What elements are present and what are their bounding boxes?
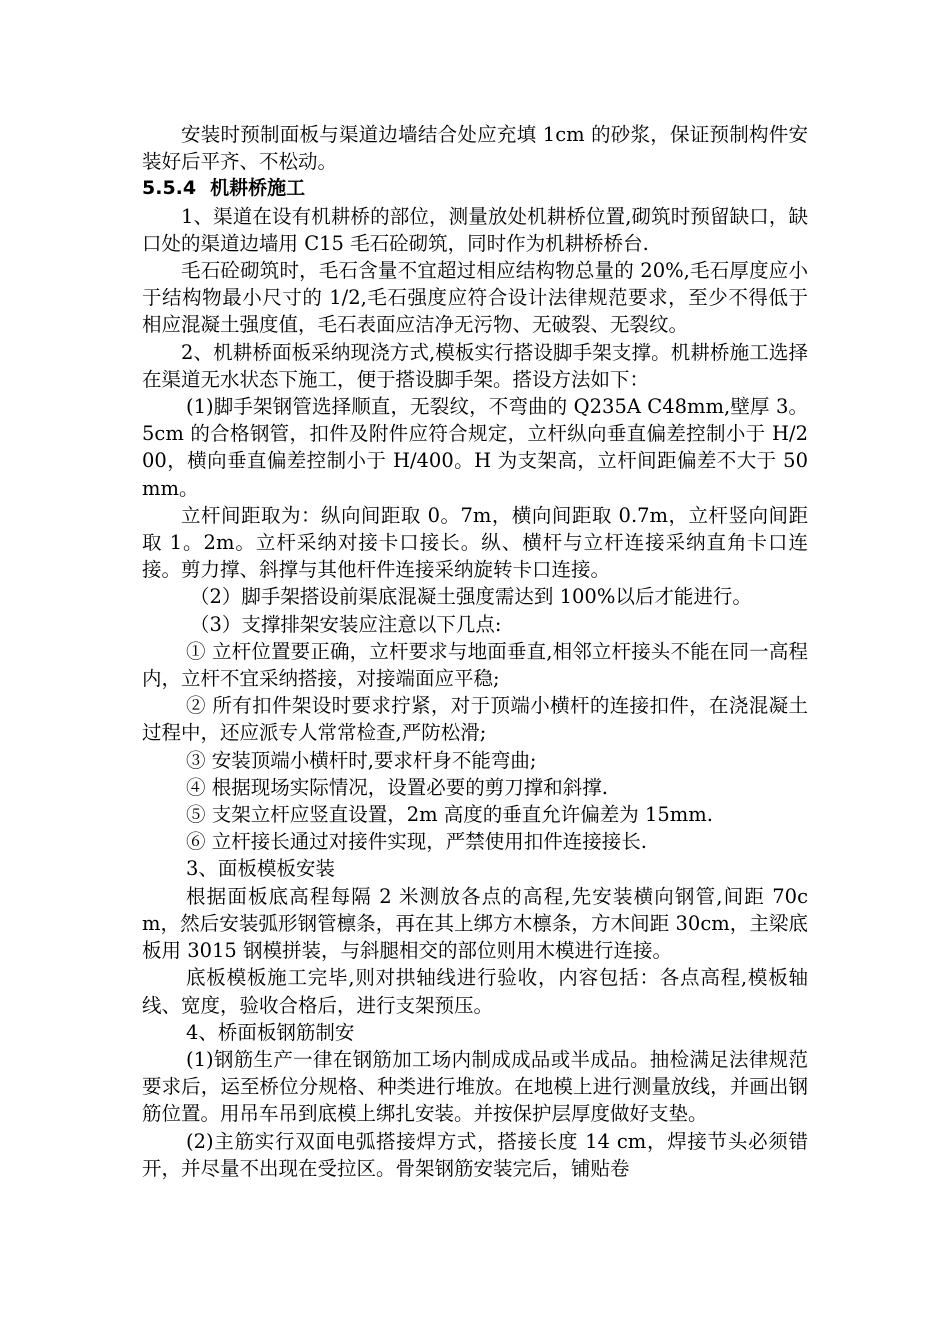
list-item-5: ⑤ 支架立杆应竖直设置，2m 高度的垂直允许偏差为 15mm. <box>186 803 713 827</box>
paragraph-bent-notes: （3）支撑排架安装应注意以下几点: <box>190 612 502 636</box>
paragraph-step-1: 1、渠道在设有机耕桥的部位，测量放处机耕桥位置,砌筑时预留缺口，缺口处的渠道边墙用 C15 毛石砼砌筑，同时作为机耕桥桥台. <box>142 204 808 255</box>
paragraph-formwork-acceptance: 底板模板施工完毕,则对拱轴线进行验收，内容包括：各点高程,模板轴线、宽度，验收合格后，进行支架预压。 <box>142 966 808 1017</box>
paragraph-scaffold-pipe: (1)脚手架钢管选择顺直，无裂纹，不弯曲的 Q235A C48mm,壁厚 3。5cm 的合格钢管，扣件及附件应符合规定，立杆纵向垂直偏差控制小于 H/200，横向垂直偏差控制小于 H/400。H 为支架高，立杆间距偏差不大于 50mm。 <box>142 395 808 500</box>
list-item-6: ⑥ 立杆接长通过对接件实现，严禁使用扣件连接接长. <box>186 830 647 854</box>
paragraph-mortar-fill: 安装时预制面板与渠道边墙结合处应充填 1cm 的砂浆，保证预制构件安装好后平齐、不松动。 <box>142 123 808 174</box>
paragraph-scaffold-strength: （2）脚手架搭设前渠底混凝土强度需达到 100%以后才能进行。 <box>190 585 752 609</box>
paragraph-step-3: 3、面板模板安装 <box>186 857 335 881</box>
paragraph-pole-spacing: 立杆间距取为：纵向间距取 0。7m，横向间距取 0.7m，立杆竖向间距取 1。2m。立杆采纳对接卡口接长。纵、横杆与立杆连接采纳直角卡口连接。剪力撑、斜撑与其他杆件连接采纳旋转卡口连接。 <box>142 503 808 582</box>
list-item-3: ③ 安装顶端小横杆时,要求杆身不能弯曲; <box>186 748 537 772</box>
list-item-4: ④ 根据现场实际情况，设置必要的剪刀撑和斜撑. <box>186 775 608 799</box>
paragraph-formwork-install: 根据面板底高程每隔 2 米测放各点的高程,先安装横向钢管,间距 70cm，然后安装弧形钢管檩条，再在其上绑方木檩条，方木间距 30cm，主梁底板用 3015 钢模拼装，与斜腿相交的部位则用木模进行连接。 <box>142 884 808 963</box>
paragraph-rebar-welding: (2)主筋实行双面电弧搭接焊方式，搭接长度 14 cm，焊接节头必须错开，并尽量不出现在受拉区。骨架钢筋安装完后，铺贴卷 <box>142 1129 808 1180</box>
section-heading-5-5-4 <box>142 175 808 202</box>
paragraph-rebar-production: (1)钢筋生产一律在钢筋加工场内制成成品或半成品。抽检满足法律规范要求后，运至桥位分规格、种类进行堆放。在地模上进行测量放线，并画出钢筋位置。用吊车吊到底模上绑扎安装。并按保护层厚度做好支垫。 <box>142 1047 808 1126</box>
section-title: 机耕桥施工 <box>210 177 306 200</box>
list-item-1: ① 立杆位置要正确，立杆要求与地面垂直,相邻立杆接头不能在同一高程内，立杆不宜采纳搭接，对接端面应平稳; <box>142 639 808 691</box>
section-number: 5.5.4 <box>142 177 197 200</box>
document-page <box>142 121 808 1182</box>
paragraph-step-4: 4、桥面板钢筋制安 <box>186 1020 355 1044</box>
paragraph-rubble-concrete: 毛石砼砌筑时，毛石含量不宜超过相应结构物总量的 20%,毛石厚度应小于结构物最小尺寸的 1/2,毛石强度应符合设计法律规范要求，至少不得低于相应混凝土强度值，毛石表面应洁净无污物、无破裂、无裂纹。 <box>142 259 808 337</box>
list-item-2: ② 所有扣件架设时要求拧紧，对于顶端小横杆的连接扣件，在浇混凝土过程中，还应派专人常常检查,严防松滑; <box>142 694 808 745</box>
paragraph-step-2: 2、机耕桥面板采纳现浇方式,模板实行搭设脚手架支撑。机耕桥施工选择在渠道无水状态下施工，便于搭设脚手架。搭设方法如下： <box>142 340 808 391</box>
